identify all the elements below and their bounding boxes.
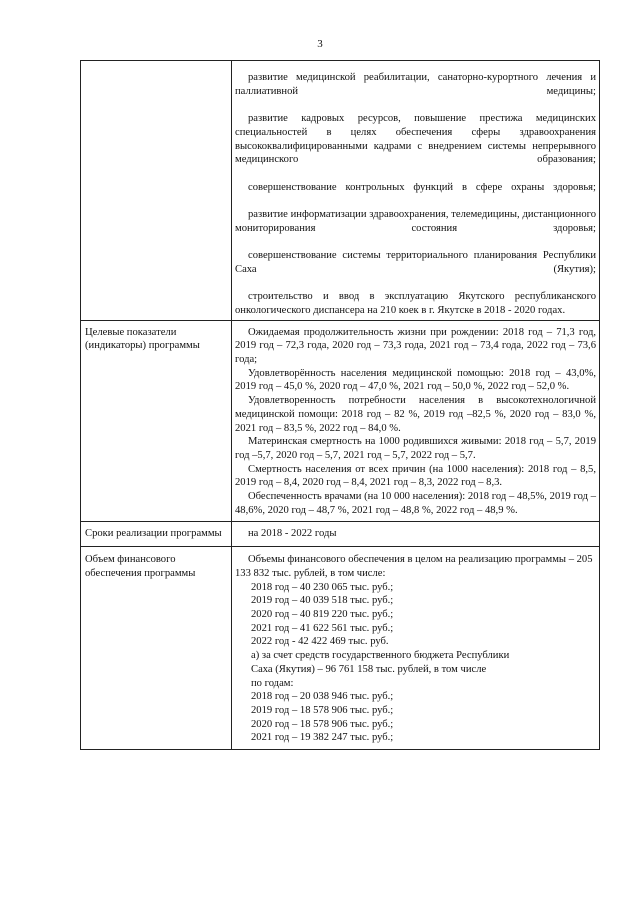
timeframe-text: на 2018 - 2022 годы xyxy=(248,527,337,539)
row-value-timeframe xyxy=(232,521,600,547)
row-value-financing xyxy=(232,547,600,750)
indicator-item: Смертность населения от всех причин (на 1000 населения): 2018 год – 8,5, 2019 год – 8,4, 2020 год – 8,4, 2021 год – 8,3, 2022 год – 8,3. xyxy=(235,463,596,489)
task-item: развитие информатизации здравоохранения, телемедицины, дистанционного мониторирования состояния здоровья; xyxy=(235,209,596,234)
financing-year-budget: 2019 год – 18 578 906 тыс. руб.; xyxy=(251,704,394,716)
task-item: совершенствование системы территориального планирования Республики Саха (Якутия); xyxy=(235,250,596,275)
row-value-indicators xyxy=(232,320,600,521)
financing-budget-heading: Саха (Якутия) – 96 761 158 тыс. рублей, в том числе xyxy=(251,663,487,675)
row-value-tasks xyxy=(232,61,600,321)
table-row-tasks-continued xyxy=(81,61,600,321)
financing-year-total: 2020 год – 40 819 220 тыс. руб.; xyxy=(251,609,394,621)
financing-year-total: 2022 год - 42 422 469 тыс. руб. xyxy=(251,636,389,648)
indicator-item: Удовлетворенность потребности населения в высокотехнологичной медицинской помощи: 2018 год – 82 %, 2019 год –82,5 %, 2020 год – 83,0 %, 2021 год – 83,5 %, 2022 год – 84,0 %. xyxy=(235,395,596,434)
financing-year-budget: 2020 год – 18 578 906 тыс. руб.; xyxy=(251,718,394,730)
row-label-financing: Объем финансового обеспечения программы xyxy=(81,547,232,750)
row-label-indicators: Целевые показатели (индикаторы) программы xyxy=(81,320,232,521)
indicator-item: Удовлетворённость населения медицинской помощью: 2018 год – 43,0%, 2019 год – 45,0 %, 2020 год – 47,0 %, 2021 год – 50,0 %, 2022 год – 52,0 %. xyxy=(235,367,596,393)
financing-year-total: 2019 год – 40 039 518 тыс. руб.; xyxy=(251,595,394,607)
indicator-item: Ожидаемая продолжительность жизни при рождении: 2018 год – 71,3 год, 2019 год – 72,3 года, 2020 год – 73,3 года, 2021 год – 73,4 года, 2022 год – 73,6 года; xyxy=(235,326,596,366)
table-row-financing xyxy=(81,547,600,750)
task-item: развитие медицинской реабилитации, санаторно-курортного лечения и паллиативной медицины; xyxy=(235,72,596,97)
row-label-timeframe: Сроки реализации программы xyxy=(81,521,232,547)
financing-year-total: 2018 год – 40 230 065 тыс. руб.; xyxy=(251,581,394,593)
financing-year-budget: 2018 год – 20 038 946 тыс. руб.; xyxy=(251,691,394,703)
task-item: строительство и ввод в эксплуатацию Якутского республиканского онкологического диспансера на 210 коек в г. Якутске в 2018 - 2020 годах. xyxy=(235,291,596,316)
financing-year-budget: 2021 год – 19 382 247 тыс. руб.; xyxy=(251,732,394,744)
table-row-indicators xyxy=(81,320,600,521)
financing-budget-heading: по годам: xyxy=(251,677,294,689)
table-row-timeframe xyxy=(81,521,600,547)
task-item: совершенствование контрольных функций в сфере охраны здоровья; xyxy=(248,181,596,193)
task-item: развитие кадровых ресурсов, повышение престижа медицинских специальностей в целях обеспечения сферы здравоохранения высококвалифицированными кадрами с внедрением системы непрерывного медицинского образования; xyxy=(235,113,596,166)
financing-budget-heading: а) за счет средств государственного бюджета Республики xyxy=(251,650,510,662)
program-passport-table xyxy=(80,60,600,750)
indicator-item: Обеспеченность врачами (на 10 000 населения): 2018 год – 48,5%, 2019 год – 48,6%, 2020 год – 48,7 %, 2021 год – 48,8 %, 2022 год – 48,9 %. xyxy=(235,491,596,516)
indicator-item: Материнская смертность на 1000 родившихся живыми: 2018 год – 5,7, 2019 год –5,7, 2020 год – 5,7, 2021 год – 5,7, 2022 год – 5,7. xyxy=(235,436,596,461)
financing-year-total: 2021 год – 41 622 561 тыс. руб.; xyxy=(251,622,394,634)
row-label-empty xyxy=(81,61,232,321)
page-number: 3 xyxy=(317,38,323,50)
financing-intro: Объемы финансового обеспечения в целом на реализацию программы – 205 133 832 тыс. рублей, в том числе: xyxy=(235,554,593,579)
